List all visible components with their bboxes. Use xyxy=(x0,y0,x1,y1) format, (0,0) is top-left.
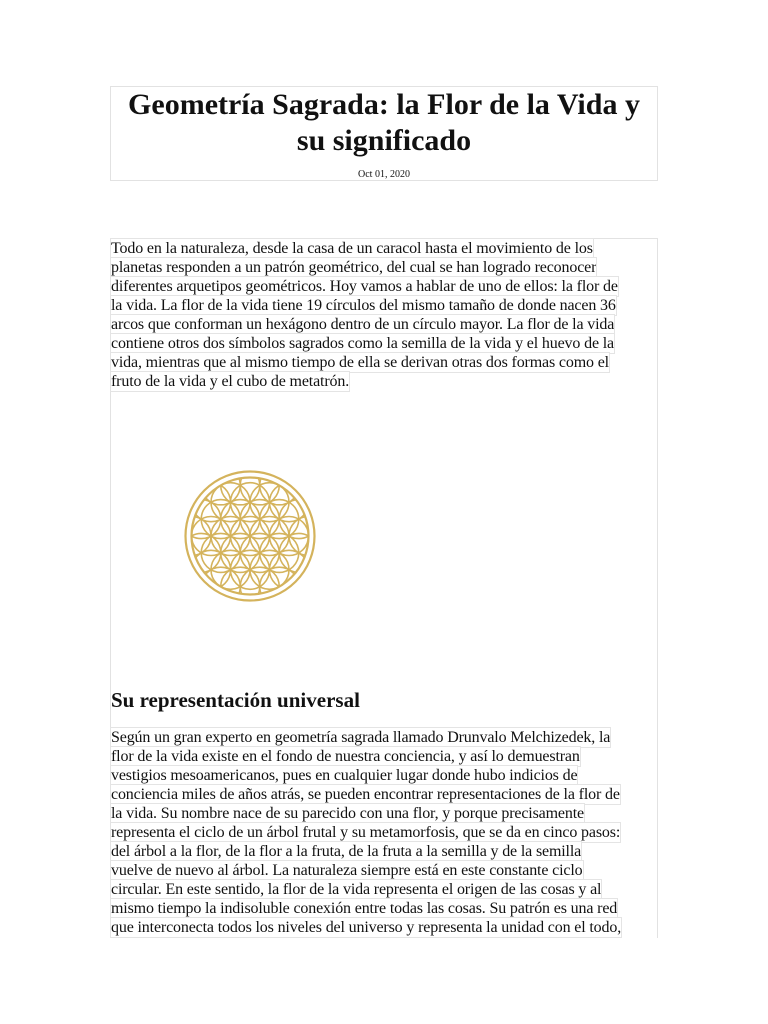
intro-paragraph xyxy=(111,239,657,391)
article-title-line: su significado xyxy=(296,124,472,157)
paragraph-line: diferentes arquetipos geométricos. Hoy vamos a hablar de uno de ellos: la flor de xyxy=(111,278,618,295)
section-paragraph xyxy=(111,728,621,937)
section-heading: Su representación universal xyxy=(111,688,360,712)
paragraph-line: que interconecta todos los niveles del universo y representa la unidad con el todo, xyxy=(111,919,622,936)
paragraph-line: circular. En este sentido, la flor de la vida representa el origen de las cosas y al xyxy=(111,881,602,898)
paragraph-line: planetas responden a un patrón geométrico, del cual se han logrado reconocer xyxy=(111,259,597,276)
flower-of-life-icon xyxy=(149,435,351,637)
paragraph-line: mismo tiempo la indisoluble conexión entre todas las cosas. Su patrón es una red xyxy=(111,900,618,917)
article-title xyxy=(111,87,657,159)
paragraph-line: la vida. Su nombre nace de su parecido con una flor, y porque precisamente xyxy=(111,805,584,822)
paragraph-line: Según un gran experto en geometría sagrada llamado Drunvalo Melchizedek, la xyxy=(111,729,611,746)
article-title-line: Geometría Sagrada: la Flor de la Vida y xyxy=(128,88,640,121)
paragraph-line: vuelve de nuevo al árbol. La naturaleza siempre está en este constante ciclo xyxy=(111,862,583,879)
paragraph-line: flor de la vida existe en el fondo de nuestra conciencia, y así lo demuestran xyxy=(111,748,580,765)
paragraph-line: vestigios mesoamericanos, pues en cualquier lugar donde hubo indicios de xyxy=(111,767,578,784)
paragraph-line: representa el ciclo de un árbol frutal y su metamorfosis, que se da en cinco pasos: xyxy=(111,824,621,841)
paragraph-line: arcos que conforman un hexágono dentro de un círculo mayor. La flor de la vida xyxy=(111,316,615,333)
article-body xyxy=(110,238,658,938)
paragraph-line: vida, mientras que al mismo tiempo de ella se derivan otras dos formas como el xyxy=(111,354,609,371)
article-date: Oct 01, 2020 xyxy=(358,169,410,180)
paragraph-line: conciencia miles de años atrás, se pueden encontrar representaciones de la flor de xyxy=(111,786,620,803)
paragraph-line: la vida. La flor de la vida tiene 19 círculos del mismo tamaño de donde nacen 36 xyxy=(111,297,616,314)
paragraph-line: del árbol a la flor, de la flor a la fruta, de la fruta a la semilla y de la semilla xyxy=(111,843,582,860)
paragraph-line: fruto de la vida y el cubo de metatrón. xyxy=(111,373,350,390)
paragraph-line: Todo en la naturaleza, desde la casa de un caracol hasta el movimiento de los xyxy=(111,240,593,257)
paragraph-line: contiene otros dos símbolos sagrados como la semilla de la vida y el huevo de la xyxy=(111,335,614,352)
article-header xyxy=(110,86,658,181)
